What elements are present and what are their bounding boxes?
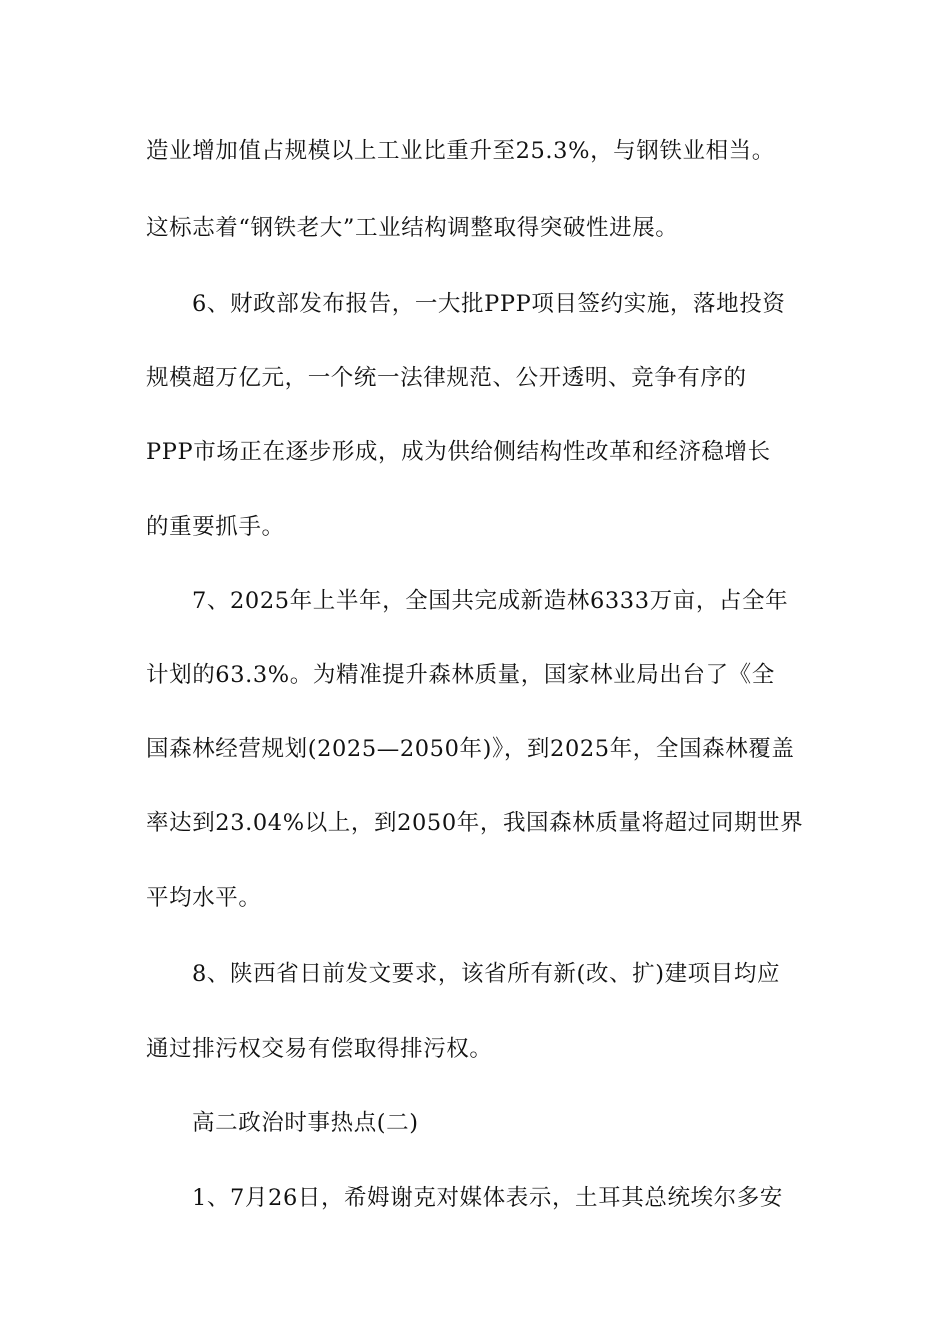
- text-line: 通过排污权交易有偿取得排污权。: [146, 1036, 493, 1062]
- text-line: PPP市场正在逐步形成，成为供给侧结构性改革和经济稳增长: [146, 439, 771, 465]
- paragraph-7-start: 7、2025年上半年，全国共完成新造林6333万亩，占全年: [192, 588, 789, 614]
- paragraph-8-start: 8、陕西省日前发文要求，该省所有新(改、扩)建项目均应: [192, 961, 781, 987]
- text-line: 平均水平。: [146, 885, 262, 911]
- text-line: 的重要抓手。: [146, 514, 285, 540]
- paragraph-1-start: 1、7月26日，希姆谢克对媒体表示，土耳其总统埃尔多安: [192, 1185, 783, 1211]
- text-line: 国森林经营规划(2025—2050年)》，到2025年，全国森林覆盖: [146, 736, 795, 762]
- text-line: 这标志着“钢铁老大”工业结构调整取得突破性进展。: [146, 215, 679, 241]
- paragraph-6-start: 6、财政部发布报告，一大批PPP项目签约实施，落地投资: [192, 291, 786, 317]
- section-heading: 高二政治时事热点(二): [192, 1110, 419, 1136]
- text-line: 率达到23.04%以上，到2050年，我国森林质量将超过同期世界: [146, 810, 804, 836]
- text-line: 造业增加值占规模以上工业比重升至25.3%，与钢铁业相当。: [146, 138, 775, 164]
- text-line: 计划的63.3%。为精准提升森林质量，国家林业局出台了《全: [146, 662, 775, 688]
- text-line: 规模超万亿元，一个统一法律规范、公开透明、竞争有序的: [146, 365, 747, 391]
